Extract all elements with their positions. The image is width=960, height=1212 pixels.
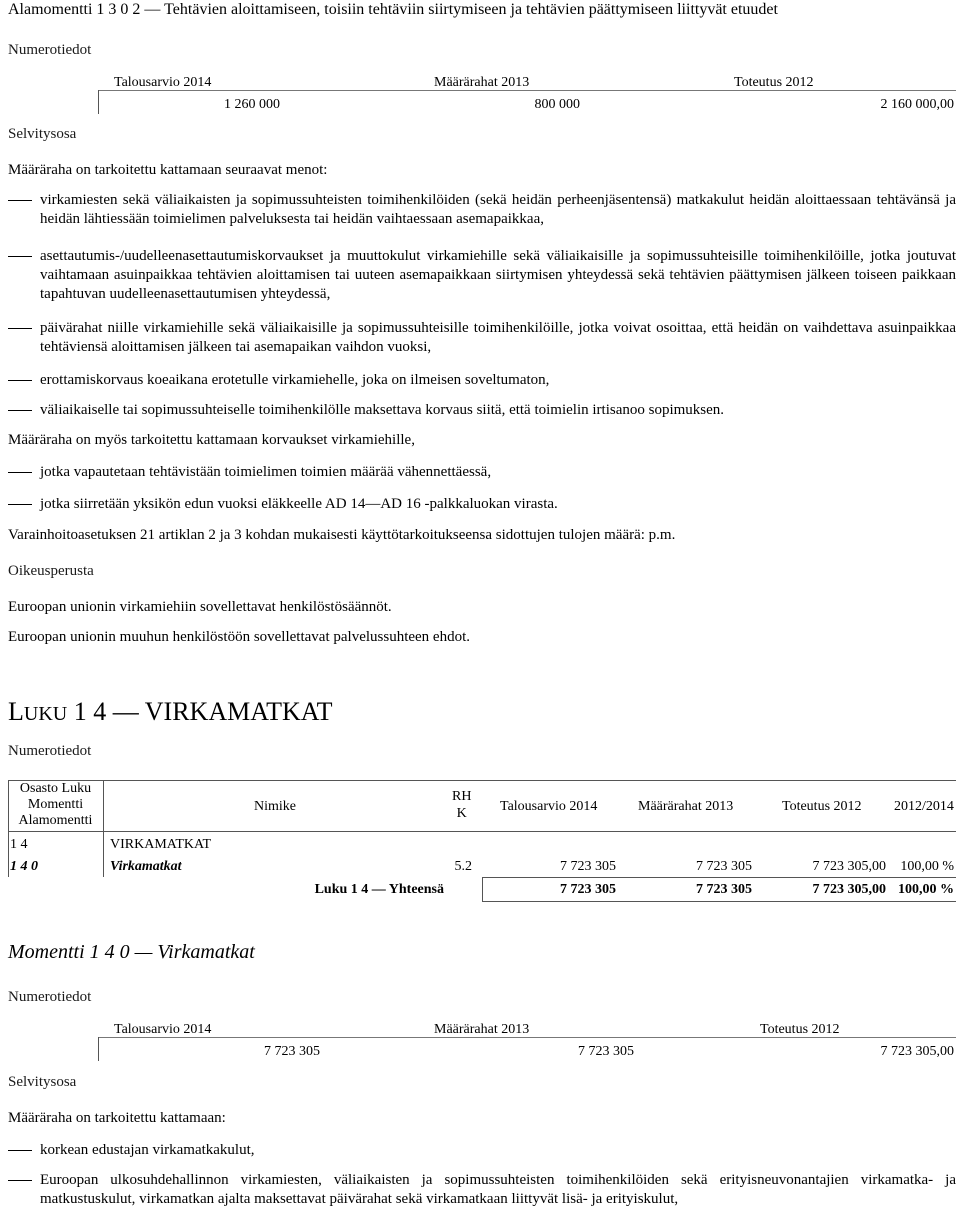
selvitysosa-label: Selvitysosa — [8, 126, 77, 142]
value-maararahat: 7 723 305 — [578, 1044, 634, 1059]
list-item-text: Euroopan ulkosuhdehallinnon virkamiesten, väliaikaisten ja sopimussuhteisten toimihenkilöiden sekä erityisneuvonantajien virkamatka- ja matkustuskulut, virkamatkan ajalta maksettavat päivärahat sekä virkamatkaan liittyvät lisä- ja erityiskulut, — [40, 1172, 956, 1207]
row-item-maararahat: 7 723 305 — [696, 859, 752, 874]
header-rh: RH — [452, 789, 472, 804]
list-item — [8, 401, 956, 420]
list-item-text: väliaikaiselle tai sopimussuhteiselle toimihenkilölle maksettava korvaus siitä, että toimielin irtisanoo sopimuksen. — [40, 402, 725, 418]
value-maararahat: 800 000 — [534, 97, 580, 112]
list-item-text: korkean edustajan virkamatkakulut, — [40, 1142, 255, 1158]
row-item-name: Virkamatkat — [110, 859, 182, 874]
list-item-text: virkamiesten sekä väliaikaisten ja sopimussuhteisten toimihenkilöiden (sekä heidän perheenjäsentensä) matkakulut heidän aloittaessaan tehtävänsä ja heidän lähtiessään toimielimen palveluksesta tai heidän vaihtaessaan asemapaikkaa, — [40, 192, 956, 227]
col-header-nimike: Nimike — [254, 799, 296, 814]
table-total-left-border — [482, 877, 483, 901]
col-header-toteutus: Toteutus 2012 — [734, 75, 814, 90]
list-item — [8, 495, 956, 514]
table-header-border — [8, 831, 956, 832]
alamomentti-title: Alamomentti 1 3 0 2 — Tehtävien aloittamiseen, toisiin tehtäviin siirtymiseen ja tehtävien päättymiseen liittyvät etuudet — [8, 1, 778, 18]
row-total-maararahat: 7 723 305 — [696, 882, 752, 897]
dash-marker — [8, 256, 32, 257]
dash-marker — [8, 1150, 32, 1151]
col-header-maararahat: Määrärahat 2013 — [434, 1022, 530, 1037]
row-total-ratio: 100,00 % — [898, 882, 954, 897]
row-item-code: 1 4 0 — [10, 859, 38, 874]
selvitysosa-label: Selvitysosa — [8, 1074, 77, 1090]
row-item-toteutus: 7 723 305,00 — [812, 859, 886, 874]
dash-marker — [8, 200, 32, 201]
dash-marker — [8, 1180, 32, 1181]
dash-marker — [8, 380, 32, 381]
list-item — [8, 463, 956, 482]
row-total-talousarvio: 7 723 305 — [560, 882, 616, 897]
legal-basis-2: Euroopan unionin muuhun henkilöstöön sovellettavat palvelussuhteen ehdot. — [8, 629, 471, 645]
value-talousarvio: 1 260 000 — [224, 97, 280, 112]
row-total-toteutus: 7 723 305,00 — [812, 882, 886, 897]
row-total-label: Luku 1 4 — Yhteensä — [314, 882, 444, 897]
list-item-text: erottamiskorvaus koeaikana erotetulle virkamiehelle, joka on ilmeisen soveltumaton, — [40, 372, 550, 388]
varainhoito-text: Varainhoitoasetuksen 21 artiklan 2 ja 3 kohdan mukaisesti käyttötarkoitukseensa sidottujen tulojen määrä: p.m. — [8, 527, 676, 543]
row-item-talousarvio: 7 723 305 — [560, 859, 616, 874]
list-item — [8, 319, 956, 357]
value-talousarvio: 7 723 305 — [264, 1044, 320, 1059]
table-bottom-border — [482, 901, 956, 902]
list-item — [8, 1141, 956, 1160]
chapter-prefix-smallcaps: UKU — [23, 703, 68, 725]
col-header-talousarvio: Talousarvio 2014 — [114, 75, 212, 90]
col-header-talousarvio: Talousarvio 2014 — [500, 799, 598, 814]
dash-marker — [8, 504, 32, 505]
row-item-ratio: 100,00 % — [900, 859, 954, 874]
header-alamomentti: Alamomentti — [18, 813, 93, 828]
list-item-text: asettautumis-/uudelleenasettautumiskorvaukset ja muuttokulut virkamiehille sekä väliaikaisille ja sopimussuhteisille toimihenkilöille, jotka joutuvat vaihtamaan asuinpaikkaa tehtävien aloittamisen tai uuteen asemapaikkaan siirtymisen yhteydessä sekä tehtävien päättymisen jälkeen toiseen paikkaan tapahtuvan uudelleenasettautumisen yhteydessä, — [40, 248, 956, 302]
legal-basis-1: Euroopan unionin virkamiehiin sovellettavat henkilöstösäännöt. — [8, 599, 392, 615]
table-left-border — [98, 90, 99, 114]
chapter-heading — [8, 697, 333, 729]
row-chapter-code: 1 4 — [10, 837, 28, 852]
dash-marker — [8, 472, 32, 473]
list-item — [8, 247, 956, 304]
list-item-text: päivärahat niille virkamiehille sekä väliaikaisille ja sopimussuhteisille toimihenkilöille, jotka voivat osoittaa, että heidän on vaihdettava asuinpaikkaa tehtäviensä aloittamisen jälkeen tai asemapaikan vaihdon vuoksi, — [40, 320, 956, 355]
table-left-border — [98, 1037, 99, 1061]
numerotiedot-label: Numerotiedot — [8, 743, 92, 759]
value-toteutus: 7 723 305,00 — [880, 1044, 954, 1059]
col-header-toteutus: Toteutus 2012 — [782, 799, 862, 814]
col-header-rhk — [452, 788, 471, 822]
col-header-talousarvio: Talousarvio 2014 — [114, 1022, 212, 1037]
value-toteutus: 2 160 000,00 — [880, 97, 954, 112]
col-header-ratio: 2012/2014 — [894, 799, 954, 814]
intro-text: Määräraha on tarkoitettu kattamaan: — [8, 1110, 226, 1126]
chapter-title: 1 4 — VIRKAMATKAT — [73, 697, 333, 726]
col-header-maararahat: Määrärahat 2013 — [638, 799, 734, 814]
row-item-rhk: 5.2 — [454, 859, 472, 874]
dash-marker — [8, 410, 32, 411]
intro-text: Määräraha on tarkoitettu kattamaan seuraavat menot: — [8, 162, 328, 178]
header-momentti: Momentti — [27, 797, 84, 812]
row-chapter-name: VIRKAMATKAT — [110, 837, 212, 852]
list-item — [8, 371, 956, 390]
header-k: K — [456, 806, 467, 821]
momentti-title: Momentti 1 4 0 — Virkamatkat — [8, 941, 255, 963]
dash-marker — [8, 328, 32, 329]
numerotiedot-label: Numerotiedot — [8, 42, 92, 58]
table-total-border — [482, 877, 956, 878]
chapter-prefix-initial: L — [8, 697, 24, 726]
list-item-text: jotka siirretään yksikön edun vuoksi eläkkeelle AD 14—AD 16 -palkkaluokan virasta. — [40, 496, 558, 512]
list-item-text: jotka vapautetaan tehtävistään toimielimen toimien määrää vähennettäessä, — [40, 464, 492, 480]
list-item — [8, 191, 956, 229]
numerotiedot-label: Numerotiedot — [8, 989, 92, 1005]
oikeusperusta-label: Oikeusperusta — [8, 563, 94, 579]
table-col-divider — [103, 780, 104, 877]
col-header-codes — [8, 781, 103, 829]
list-item — [8, 1171, 956, 1209]
col-header-toteutus: Toteutus 2012 — [760, 1022, 840, 1037]
table-top-border — [8, 780, 956, 781]
col-header-maararahat: Määrärahat 2013 — [434, 75, 530, 90]
also-intro-text: Määräraha on myös tarkoitettu kattamaan korvaukset virkamiehille, — [8, 432, 415, 448]
header-osasto-luku: Osasto Luku — [19, 781, 92, 796]
